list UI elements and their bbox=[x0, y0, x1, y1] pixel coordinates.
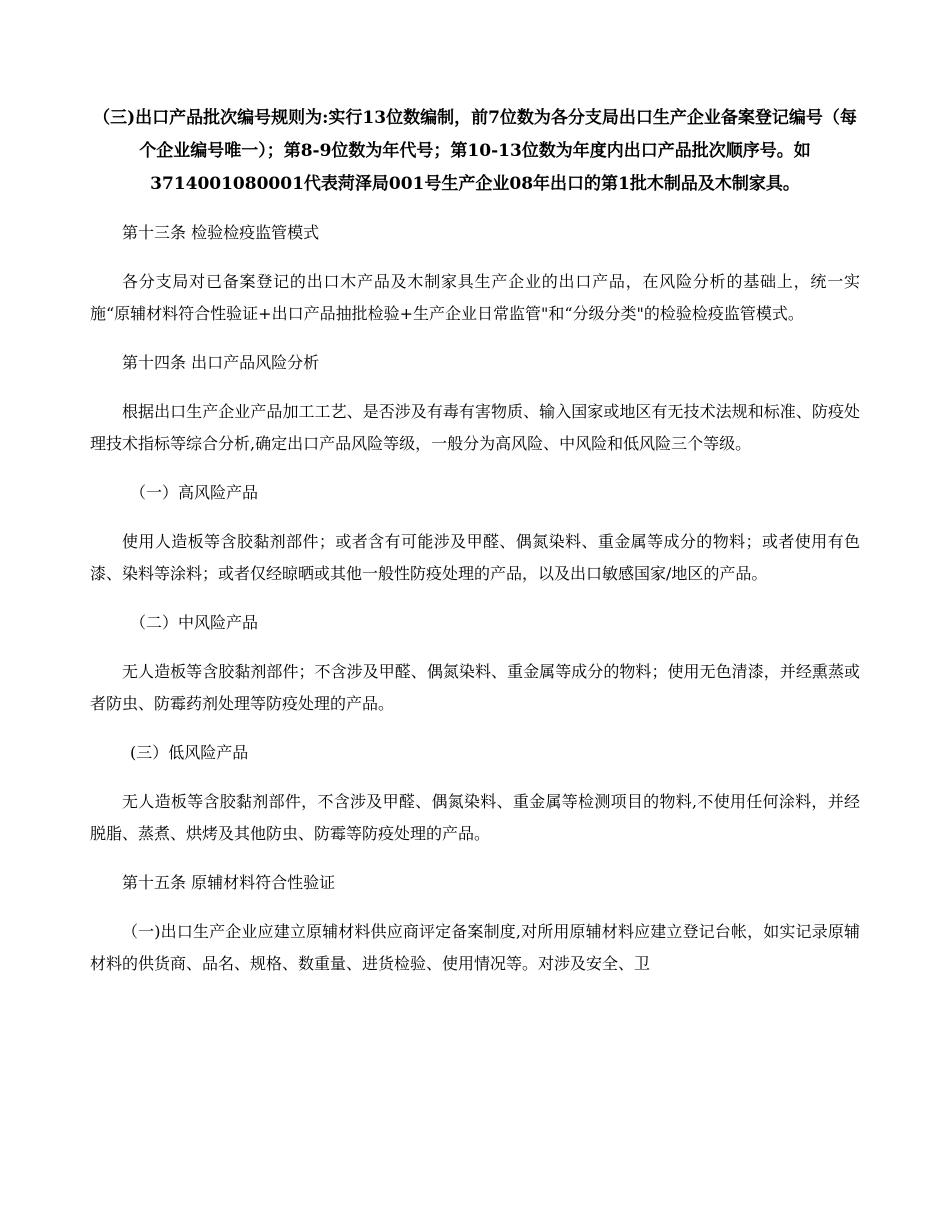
article-13-heading: 第十三条 检验检疫监管模式 bbox=[122, 223, 320, 242]
document-page bbox=[90, 102, 860, 997]
article-14-body: 根据出口生产企业产品加工工艺、是否涉及有毒有害物质、输入国家或地区有无技术法规和标准、防疫处理技术指标等综合分析,确定出口产品风险等级，一般分为高风险、中风险和低风险三个等级。 bbox=[90, 402, 860, 453]
batch-numbering-rule-paragraph: （三)出口产品批次编号规则为:实行13位数编制，前7位数为各分支局出口生产企业备案登记编号（每个企业编号唯一）；第8-9位数为年代号；第10-13位数为年度内出口产品批次顺序号。如3714001080001代表菏泽局001号生产企业08年出口的第1批木制品及木制家具。 bbox=[93, 108, 857, 194]
article-15-item-1: （一)出口生产企业应建立原辅材料供应商评定备案制度,对所用原辅材料应建立登记台帐，如实记录原辅材料的供货商、品名、规格、数重量、进货检验、使用情况等。对涉及安全、卫 bbox=[90, 922, 860, 973]
low-risk-body: 无人造板等含胶黏剂部件，不含涉及甲醛、偶氮染料、重金属等检测项目的物料,不使用任何涂料，并经脱脂、蒸煮、烘烤及其他防虫、防霉等防疫处理的产品。 bbox=[90, 792, 860, 843]
article-13-body: 各分支局对已备案登记的出口木产品及木制家具生产企业的出口产品，在风险分析的基础上，统一实施“原辅材料符合性验证+出口产品抽批检验+生产企业日常监管"和“分级分类"的检验检疫监管模式。 bbox=[90, 272, 860, 323]
high-risk-body: 使用人造板等含胶黏剂部件；或者含有可能涉及甲醛、偶氮染料、重金属等成分的物料；或者使用有色漆、染料等涂料；或者仅经晾晒或其他一般性防疫处理的产品，以及出口敏感国家/地区的产品。 bbox=[90, 532, 860, 583]
medium-risk-heading: （二）中风险产品 bbox=[130, 613, 259, 632]
high-risk-heading: （一）高风险产品 bbox=[130, 483, 259, 502]
low-risk-heading: (三）低风险产品 bbox=[130, 743, 249, 762]
article-15-heading: 第十五条 原辅材料符合性验证 bbox=[122, 873, 336, 892]
medium-risk-body: 无人造板等含胶黏剂部件；不含涉及甲醛、偶氮染料、重金属等成分的物料；使用无色清漆，并经熏蒸或者防虫、防霉药剂处理等防疫处理的产品。 bbox=[90, 662, 860, 713]
article-14-heading: 第十四条 出口产品风险分析 bbox=[122, 353, 320, 372]
